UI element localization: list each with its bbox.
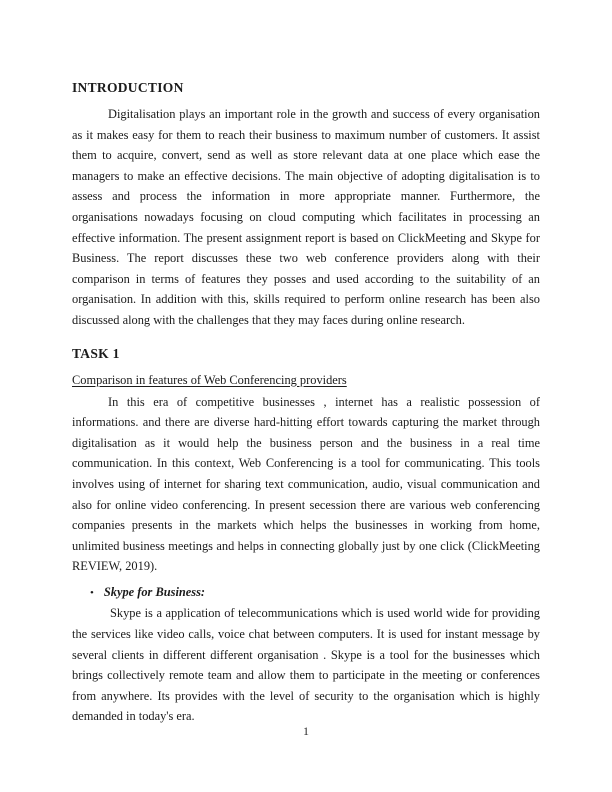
task1-paragraph: In this era of competitive businesses , internet has a realistic possession of informations. and there are diverse hard-hitting effort towards capturing the market through digitalisation as it would help the business person and the business in a real time communication. In this context, Web Conferencing is a tool for communicating. This tools involves using of internet for sharing text communication, audio, visual communication and also for online video conferencing. In present secession there are various web conferencing companies presents in the markets which helps the businesses in working from home, unlimited business meetings and helps in connecting globally just by one click (ClickMeeting REVIEW, 2019). [72, 394, 540, 574]
bullet-item-label: Skype for Business: [103, 584, 206, 599]
section-heading-task1: TASK 1 [72, 345, 120, 361]
skype-for-business-paragraph: Skype is a application of telecommunications which is used world wide for providing the services like video calls, voice chat between computers. It is used for instant message by several clients in different different organisation . Skype is a tool for the businesses which brings collectively remote team and allow them to participate in the meeting or conferences from anywhere. Its provides with the level of security to the organisation which is highly demanded in today's era. [72, 606, 540, 724]
subheading-comparison-web-conferencing: Comparison in features of Web Conferencing providers [72, 372, 347, 387]
bullet-item-skype-for-business [72, 582, 540, 604]
page-content [72, 80, 540, 727]
section-heading-introduction: INTRODUCTION [72, 80, 184, 95]
introduction-paragraph: Digitalisation plays an important role in the growth and success of every organisation as it makes easy for them to reach their business to maximum number of customers. It assist them to acquire, convert, send as well as store relevant data at one place which ease the managers to make an effective decisions. The main objective of adopting digitalisation is to assess and process the information in more appropriate manner. Furthermore, the organisations nowadays focusing on cloud computing which facilitates in processing an effective information. The present assignment report is based on ClickMeeting and Skype for Business. The report discusses these two web conference providers along with their comparison in terms of features they posses and used according to the suitability of an organisation. In addition with this, skills required to perform online research has been also discussed along with the challenges that they may faces during online research. [72, 107, 540, 327]
page-number: 1 [303, 724, 309, 738]
bullet-icon: • [90, 586, 94, 599]
